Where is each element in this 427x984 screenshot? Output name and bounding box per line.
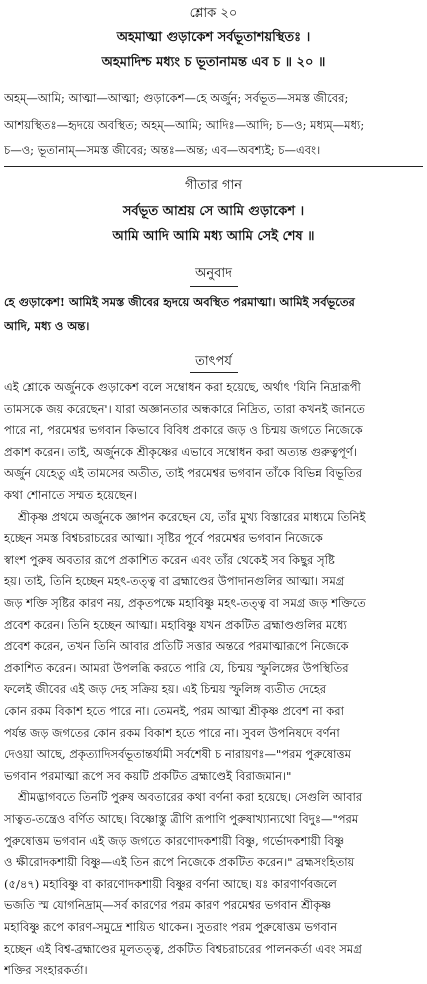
gita-song-heading: গীতার গান: [184, 178, 243, 193]
purport-line: ও ক্ষীরোদকশায়ী বিষ্ণু—এই তিন রূপে নিজেকে প্রকটিত করেন।" ব্রহ্মসংহিতায়: [4, 855, 355, 870]
purport-line: তামসকে জয় করেছেন'। যারা অজ্ঞানতার অন্ধকারে নিদ্রিত, তারা কখনই জানতে: [4, 401, 365, 416]
purport-line: জড় শক্তি সৃষ্টির কারণ নয়, প্রকৃতপক্ষে মহাবিষ্ণু মহৎ-তত্ত্ব বা সমগ্র জড় শক্তিতে: [4, 596, 366, 610]
synonyms-line-3: চ—ও; ভূতানাম্—সমস্ত জীবের; অন্তঃ—অন্ত; এব—অবশ্যই; চ—এবং।: [4, 143, 321, 157]
purport-line: কথা শোনাতে সম্মত হয়েছেন।: [4, 488, 137, 502]
purport-line: পুরুষোত্তম ভগবান এই জড় জগতে কারণোদকশায়ী বিষ্ণু, গর্ভোদকশায়ী বিষ্ণু: [4, 833, 345, 848]
heading-underline: [190, 286, 238, 287]
gita-song-line-2: আমি আদি আমি মধ্য আমি সেই শেষ ॥: [112, 229, 315, 244]
purport-line: প্রকাশিত করেন। আমরা উপলব্ধি করতে পারি যে, চিন্ময় স্ফুলিঙ্গের উপস্থিতির: [4, 660, 349, 675]
purport-line: প্রকাশ করেন। তাই, অর্জুনকে শ্রীকৃষ্ণের এভাবে সম্বোধন করা অত্যন্ত গুরুত্বপূর্ণ।: [4, 444, 357, 459]
purport-line: দেওয়া আছে, প্রকৃত্যাদিসর্বভূতান্তর্যামী সর্বশেষী চ নারায়ণঃ—"পরম পুরুষোত্তম: [4, 747, 352, 762]
gita-song-line-1: সর্বভূত আশ্রয় সে আমি গুড়াকেশ ।: [122, 204, 305, 219]
purport-line: শক্তির সংহারকর্তা।: [4, 963, 88, 978]
purport-line: (৫/৪৭) মহাবিষ্ণু বা কারণোদকশায়ী বিষ্ণুর বর্ণনা আছে। যঃ কারণার্ণবজলে: [4, 876, 337, 891]
purport-line: হয়। তাই, তিনি হচ্ছেন মহৎ-তত্ত্ব বা ব্রহ্মাণ্ডের উপাদানগুলির আত্মা। সমগ্র: [4, 574, 345, 589]
verse-heading: শ্লোক ২০: [189, 6, 238, 21]
sanskrit-line-1: অহমাত্মা গুড়াকেশ সর্বভূতাশয়স্থিতঃ ।: [116, 30, 311, 45]
purport-line: কোন রকম বিকাশ হতে পারে না। তেমনই, পরম আত্মা শ্রীকৃষ্ণ প্রবেশ না করা: [4, 704, 344, 718]
purport-line: ভজতি স্ম যোগনিদ্রাম্—সর্ব কারণের পরম কারণ পরমেশ্বর ভগবান শ্রীকৃষ্ণ: [4, 898, 332, 913]
purport-line: হচ্ছেন এই বিশ্ব-ব্রহ্মাণ্ডের মূলতত্ত্ব, প্রকটিত বিশ্বচরাচরের পালনকর্তা এবং সমগ্র: [4, 941, 362, 956]
sanskrit-line-2: অহমাদিশ্চ মধ্যং চ ভূতানামন্ত এব চ ॥ ২০ ॥: [101, 55, 326, 70]
translation-line-2: আদি, মধ্য ও অন্ত।: [4, 319, 90, 333]
purport-line: পর্যন্ত জড় জগতের কোন রকম বিকাশ হতে পারে না। সুবল উপনিষদে বর্ণনা: [4, 725, 340, 740]
heading-underline: [190, 372, 238, 373]
purport-line: ভগবান পরমাত্মা রূপে সব কয়টি প্রকটিত ব্রহ্মাণ্ডেই বিরাজমান।": [4, 768, 292, 783]
purport-line: শ্রীমদ্ভাগবতে তিনটি পুরুষ অবতারের কথা বর্ণনা করা হয়েছে। সেগুলি আবার: [18, 790, 363, 805]
purport-line: প্রবেশ করেন, তখন তিনি আবার প্রতিটি সত্তার অন্তরে পরমাত্মারূপে নিজেকে: [4, 639, 349, 654]
divider: [4, 166, 423, 167]
purport-line: অর্জুন যেহেতু এই তামসের অতীত, তাই পরমেশ্বর ভগবান তাঁকে বিভিন্ন বিভূতির: [4, 466, 362, 481]
purport-line: প্রবেশ করেন। তিনি হচ্ছেন আত্মা। মহাবিষ্ণু যখন প্রকটিত ব্রহ্মাণ্ডগুলির মধ্যে: [4, 617, 347, 632]
purport-line: ফলেই জীবের এই জড় দেহ সক্রিয় হয়। এই চিন্ময় স্ফুলিঙ্গ ব্যতীত দেহের: [4, 682, 327, 697]
purport-line: মহাবিষ্ণু রূপে কারণ-সমুদ্রে শায়িত থাকেন। সুতরাং পরম পুরুষোত্তম ভগবান: [4, 920, 338, 934]
translation-heading: অনুবাদ: [195, 266, 232, 281]
translation-line-1: হে গুড়াকেশ! আমিই সমস্ত জীবের হৃদয়ে অবস্থিত পরমাত্মা। আমিই সর্বভূতের: [4, 295, 355, 309]
purport-line: হচ্ছেন সমস্ত বিশ্বচরাচরের আত্মা। সৃষ্টির পূর্বে পরমেশ্বর ভগবান নিজেকে: [4, 531, 323, 546]
purport-line: সাত্বত-তন্ত্রেও বর্ণিত আছে। বিষ্ণোস্তু ত্রীণি রূপাণি পুরুষাখ্যান্যথো বিদুঃ—"পরম: [4, 812, 359, 826]
synonyms-line-2: আশয়স্থিতঃ—হৃদয়ে অবস্থিত; অহম্—আমি; আদিঃ—আদি; চ—ও; মধ্যম্—মধ্য;: [4, 118, 365, 132]
purport-heading: তাৎপর্য: [195, 354, 232, 369]
purport-line: শ্রীকৃষ্ণ প্রথমে অর্জুনকে জ্ঞাপন করেছেন যে, তাঁর মুখ্য বিস্তারের মাধ্যমে তিনিই: [18, 509, 366, 524]
purport-line: পারে না, পরমেশ্বর ভগবান কিভাবে বিবিধ প্রকারে জড় ও চিন্ময় জগতে নিজেকে: [4, 423, 363, 438]
purport-line: এই শ্লোকে অর্জুনকে গুড়াকেশ বলে সম্বোধন করা হয়েছে, অর্থাৎ 'যিনি নিদ্রারূপী: [4, 380, 361, 394]
purport-line: স্বাংশ পুরুষ অবতার রূপে প্রকাশিত করেন এবং তাঁর থেকেই সব কিছুর সৃষ্টি: [4, 552, 335, 567]
synonyms-line-1: অহম্—আমি; আত্মা—আত্মা; গুড়াকেশ—হে অর্জুন; সর্বভূত—সমস্ত জীবের;: [4, 91, 349, 105]
